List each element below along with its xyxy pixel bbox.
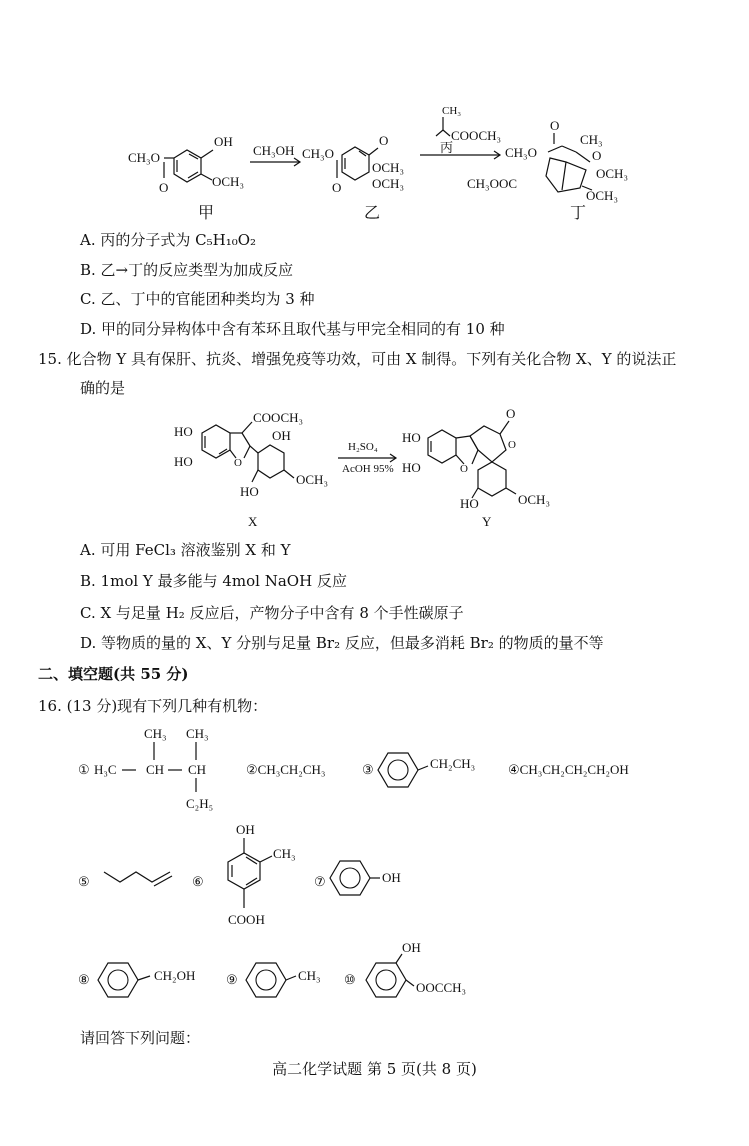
svg-text:CH₃: CH₃ xyxy=(273,846,296,861)
q14-option-a[interactable]: A. 丙的分子式为 C₅H₁₀O₂ xyxy=(80,231,257,249)
q14-option-d[interactable]: D. 甲的同分异构体中含有苯环且取代基与甲完全相同的有 10 种 xyxy=(80,320,505,338)
svg-text:OOCCH₃: OOCCH₃ xyxy=(416,980,467,995)
svg-text:CH₃: CH₃ xyxy=(298,968,321,983)
svg-text:HO: HO xyxy=(174,424,193,439)
svg-text:⑨: ⑨ xyxy=(226,972,238,987)
q14-reaction-scheme xyxy=(110,100,650,225)
label-y: Y xyxy=(482,514,492,529)
q15-option-d[interactable]: D. 等物质的量的 X、Y 分别与足量 Br₂ 反应，但最多消耗 Br₂ 的物质的量不等 xyxy=(80,634,604,652)
compound-x xyxy=(174,410,328,499)
q15-option-c[interactable]: C. X 与足量 H₂ 反应后，产物分子中含有 8 个手性碳原子 xyxy=(80,604,464,622)
svg-text:O: O xyxy=(332,180,342,195)
svg-text:O: O xyxy=(234,457,242,469)
svg-text:HO: HO xyxy=(460,496,479,511)
compound-6 xyxy=(192,822,296,927)
reaction-arrow-2 xyxy=(420,105,501,159)
reaction-arrow-3 xyxy=(338,441,396,475)
compound-yi xyxy=(302,133,404,195)
svg-text:OH: OH xyxy=(402,940,421,955)
svg-text:OH: OH xyxy=(272,428,291,443)
svg-text:COOH: COOH xyxy=(228,912,265,927)
reaction-arrow-1 xyxy=(250,143,300,166)
svg-text:CH₃O: CH₃O xyxy=(302,146,334,161)
compound-4: ④CH₃CH₂CH₂CH₂OH xyxy=(508,762,629,777)
svg-text:COOCH₃: COOCH₃ xyxy=(451,128,502,143)
section-title: 二、填空题(共 55 分) xyxy=(38,665,189,683)
compound-2: ②CH₃CH₂CH₃ xyxy=(246,762,326,777)
svg-text:C₂H₅: C₂H₅ xyxy=(186,796,214,811)
svg-text:O: O xyxy=(506,408,516,421)
svg-text:O: O xyxy=(460,463,468,475)
label-jia: 甲 xyxy=(198,203,215,222)
svg-text:CH: CH xyxy=(188,762,207,777)
compounds-row-2 xyxy=(76,820,496,940)
svg-text:⑥: ⑥ xyxy=(192,874,204,889)
svg-text:HO: HO xyxy=(240,484,259,499)
svg-text:丙: 丙 xyxy=(440,140,454,155)
svg-text:OCH₃: OCH₃ xyxy=(372,160,404,175)
svg-text:O: O xyxy=(159,180,169,195)
q15-stem: 15. 化合物 Y 具有保肝、抗炎、增强免疫等功效，可由 X 制得。下列有关化合物 X、Y 的说法正 xyxy=(38,350,677,368)
svg-text:CH₃: CH₃ xyxy=(442,105,462,117)
svg-text:H₃C: H₃C xyxy=(94,762,117,777)
svg-text:CH₂CH₃: CH₂CH₃ xyxy=(430,756,476,771)
svg-text:CH₃OH: CH₃OH xyxy=(253,143,295,158)
svg-text:CH₃: CH₃ xyxy=(186,726,209,741)
compound-7 xyxy=(314,861,401,895)
q15-option-b[interactable]: B. 1mol Y 最多能与 4mol NaOH 反应 xyxy=(80,572,347,590)
q14-option-c[interactable]: C. 乙、丁中的官能团种类均为 3 种 xyxy=(80,290,315,308)
svg-text:⑦: ⑦ xyxy=(314,874,326,889)
svg-text:⑤: ⑤ xyxy=(78,874,90,889)
svg-text:③: ③ xyxy=(362,762,374,777)
svg-text:OCH₃: OCH₃ xyxy=(518,492,550,507)
q16-prompt: 请回答下列问题： xyxy=(80,1029,201,1047)
label-ding: 丁 xyxy=(570,203,587,222)
svg-text:CH₃O: CH₃O xyxy=(128,150,160,165)
svg-text:CH: CH xyxy=(146,762,165,777)
q15-stem-cont: 确的是 xyxy=(80,379,126,397)
svg-text:CH₃O: CH₃O xyxy=(505,145,537,160)
q15-option-a[interactable]: A. 可用 FeCl₃ 溶液鉴别 X 和 Y xyxy=(80,541,291,559)
svg-text:OCH₃: OCH₃ xyxy=(296,472,328,487)
compound-1 xyxy=(78,726,213,811)
label-yi: 乙 xyxy=(364,203,381,222)
compound-8 xyxy=(78,963,195,997)
svg-text:HO: HO xyxy=(402,460,421,475)
svg-text:OH: OH xyxy=(382,870,401,885)
q16-stem: 16. (13 分)现有下列几种有机物： xyxy=(38,697,268,715)
svg-text:COOCH₃: COOCH₃ xyxy=(253,410,304,425)
svg-text:O: O xyxy=(550,118,560,133)
svg-text:CH₃OOC: CH₃OOC xyxy=(467,176,518,191)
svg-text:O: O xyxy=(379,133,389,148)
compound-9 xyxy=(226,963,321,997)
compound-y xyxy=(402,408,550,511)
svg-text:H₂SO₄: H₂SO₄ xyxy=(348,441,378,453)
label-x: X xyxy=(248,514,258,529)
svg-text:HO: HO xyxy=(174,454,193,469)
compound-3 xyxy=(362,753,475,787)
compound-10 xyxy=(344,940,466,997)
svg-text:O: O xyxy=(592,148,602,163)
q15-reaction-scheme xyxy=(160,408,600,533)
svg-text:①: ① xyxy=(78,762,90,777)
svg-text:⑧: ⑧ xyxy=(78,972,90,987)
svg-text:O: O xyxy=(508,439,516,451)
compounds-row-1 xyxy=(76,720,676,815)
svg-text:OCH₃: OCH₃ xyxy=(372,176,404,191)
q14-option-b[interactable]: B. 乙→丁的反应类型为加成反应 xyxy=(80,261,294,279)
svg-text:HO: HO xyxy=(402,430,421,445)
svg-text:OH: OH xyxy=(236,822,255,837)
compound-5 xyxy=(78,872,172,889)
svg-text:CH₃: CH₃ xyxy=(580,132,603,147)
compounds-row-3 xyxy=(76,940,516,1020)
svg-text:OH: OH xyxy=(214,134,233,149)
compound-jia xyxy=(128,134,244,195)
svg-text:OCH₃: OCH₃ xyxy=(212,174,244,189)
svg-text:OCH₃: OCH₃ xyxy=(586,188,618,203)
page-footer: 高二化学试题 第 5 页(共 8 页) xyxy=(272,1060,477,1078)
svg-text:⑩: ⑩ xyxy=(344,972,356,987)
svg-text:OCH₃: OCH₃ xyxy=(596,166,628,181)
svg-text:AcOH 95%: AcOH 95% xyxy=(342,463,394,475)
svg-text:CH₂OH: CH₂OH xyxy=(154,968,196,983)
svg-text:CH₃: CH₃ xyxy=(144,726,167,741)
